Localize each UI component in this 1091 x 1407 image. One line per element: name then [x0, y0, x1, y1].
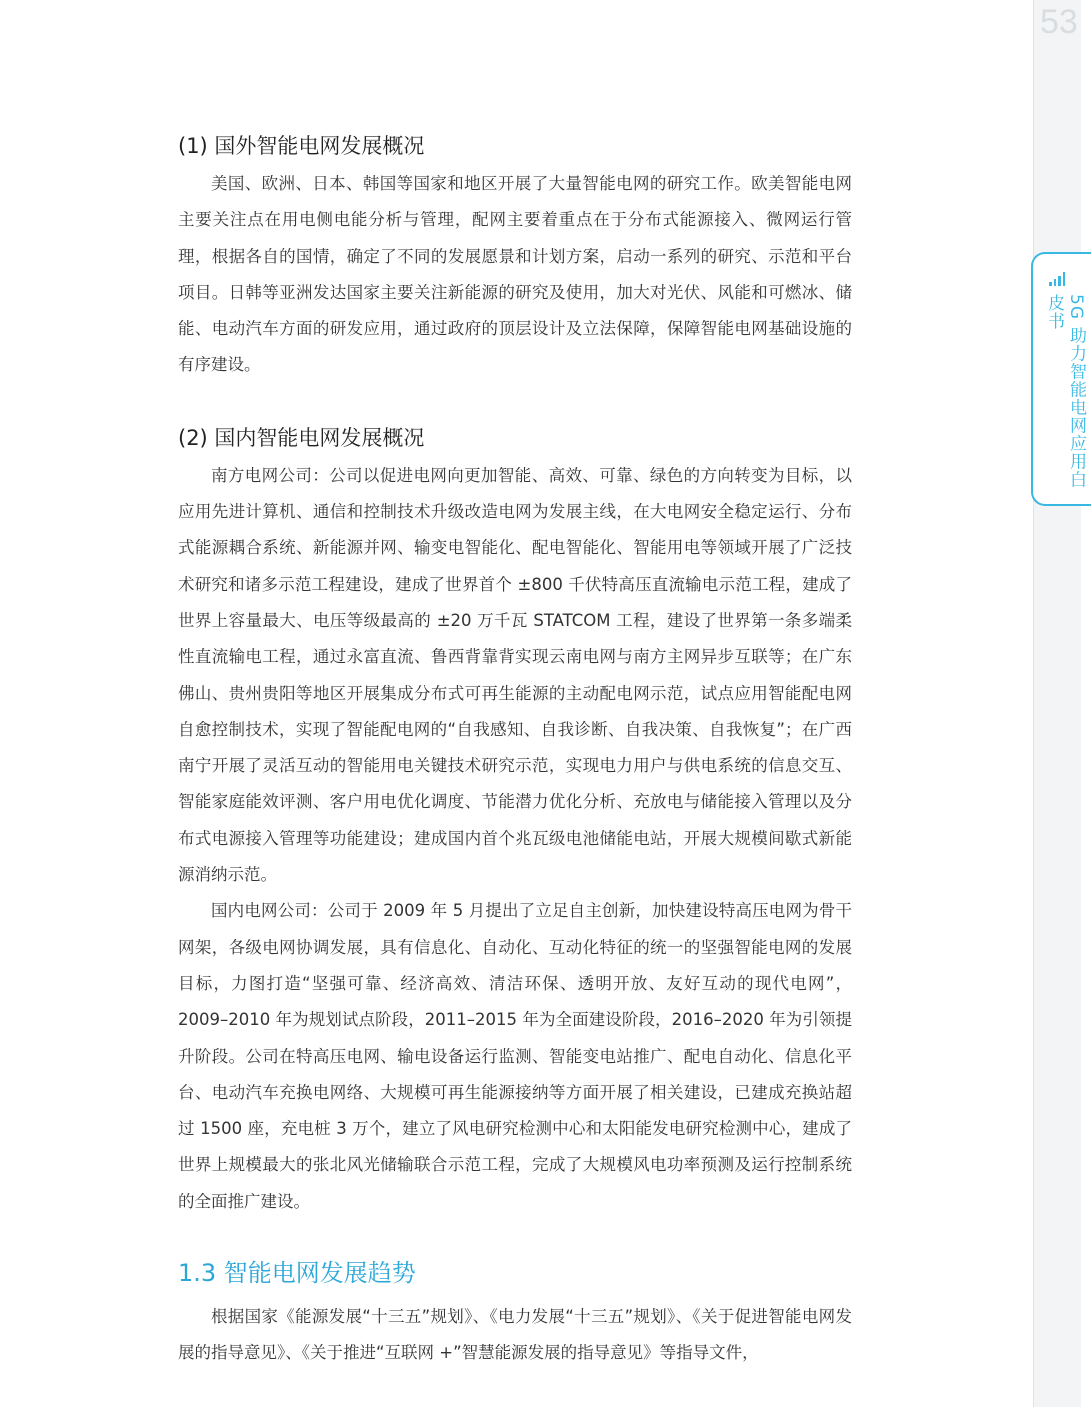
side-strip [1033, 0, 1081, 1407]
paragraph-trend: 根据国家《能源发展“十三五”规划》、《电力发展“十三五”规划》、《关于促进智能电网发展的指导意见》、《关于推进“互联网 +”智慧能源发展的指导意见》等指导文件， [178, 1307, 852, 1363]
document-body [178, 126, 852, 1372]
paragraph-foreign: 美国、欧洲、日本、韩国等国家和地区开展了大量智能电网的研究工作。欧美智能电网主要关注点在用电侧电能分析与管理，配网主要着重点在于分布式能源接入、微网运行管理，根据各自的国情，确定了不同的发展愿景和计划方案，启动一系列的研究、示范和平台项目。日韩等亚洲发达国家主要关注新能源的研究及使用，加大对光伏、风能和可燃冰、储能、电动汽车方面的研发应用，通过政府的顶层设计及立法保障，保障智能电网基础设施的有序建设。 [178, 174, 852, 375]
page-number: 53 [1040, 3, 1078, 41]
section-heading-domestic: (2) 国内智能电网发展概况 [178, 425, 425, 450]
side-tab-label: 5G 助力智能电网应用白皮书 [1044, 294, 1086, 489]
signal-bars-icon [1049, 272, 1065, 286]
paragraph-southern-grid: 南方电网公司：公司以促进电网向更加智能、高效、可靠、绿色的方向转变为目标，以应用先进计算机、通信和控制技术升级改造电网为发展主线，在大电网安全稳定运行、分布式能源耦合系统、新能源并网、输变电智能化、配电智能化、智能用电等领域开展了广泛技术研究和诸多示范工程建设，建成了世界首个 ±800 千伏特高压直流输电示范工程，建成了世界上容量最大、电压等级最高的 ±20 万千瓦 STATCOM 工程，建设了世界第一条多端柔性直流输电工程，通过永富直流、鲁西背靠背实现云南电网与南方主网异步互联等；在广东佛山、贵州贵阳等地区开展集成分布式可再生能源的主动配电网示范，试点应用智能配电网自愈控制技术，实现了智能配电网的“自我感知、自我诊断、自我决策、自我恢复”；在广西南宁开展了灵活互动的智能用电关键技术研究示范，实现电力用户与供电系统的信息交互、智能家庭能效评测、客户用电优化调度、节能潜力优化分析、充放电与储能接入管理以及分布式电源接入管理等功能建设；建成国内首个兆瓦级电池储能电站，开展大规模间歇式新能源消纳示范。 [178, 465, 852, 885]
section-heading-trend: 1.3 智能电网发展趋势 [178, 1259, 416, 1288]
paragraph-state-grid: 国内电网公司：公司于 2009 年 5 月提出了立足自主创新，加快建设特高压电网为骨干网架，各级电网协调发展，具有信息化、自动化、互动化特征的统一的坚强智能电网的发展目标，力图打造“坚强可靠、经济高效、清洁环保、透明开放、友好互动的现代电网”，2009–2010 年为规划试点阶段，2011–2015 年为全面建设阶段，2016–2020 年为引领提升阶段。公司在特高压电网、输电设备运行监测、智能变电站推广、配电自动化、信息化平台、电动汽车充换电网络、大规模可再生能源接纳等方面开展了相关建设，已建成充换站超过 1500 座，充电桩 3 万个，建立了风电研究检测中心和太阳能发电研究检测中心，建成了世界上规模最大的张北风光储输联合示范工程，完成了大规模风电功率预测及运行控制系统的全面推广建设。 [178, 901, 852, 1211]
section-heading-foreign: (1) 国外智能电网发展概况 [178, 134, 425, 158]
side-tab[interactable] [1031, 252, 1091, 506]
